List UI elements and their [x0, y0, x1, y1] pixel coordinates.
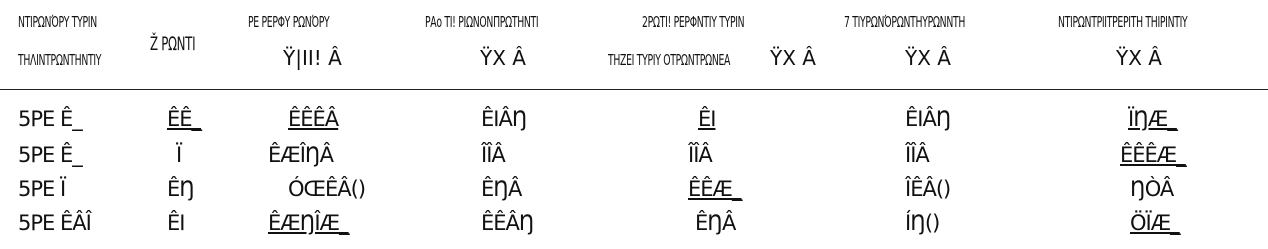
header-col3-line1: ΡΕ ΡΕΡΦΥ ΡΩΝΌΡΥ — [248, 13, 330, 31]
row2-col1: 5ΡΕ Ê_ — [18, 143, 82, 167]
row1-col6: ÊΙÂŊ — [905, 107, 951, 131]
row1-col4: ÊΙÂŊ — [481, 107, 527, 131]
row4-col1: 5ΡΕ ÊÂÎ — [18, 211, 91, 235]
header-col4-unit: ŸX Â — [480, 46, 526, 70]
row4-col6: ÍŊ() — [905, 211, 940, 235]
row1-col1: 5ΡΕ Ê_ — [18, 107, 82, 131]
row4-col3: ÊÆŊÎÆ_ — [268, 211, 349, 235]
row4-col4: ÊÊÂŊ — [481, 211, 534, 235]
row2-col6: ÎÎÂ — [905, 143, 929, 167]
row2-col5: ÎÎÂ — [688, 143, 712, 167]
row3-col1: 5ΡΕ Ï — [18, 177, 66, 201]
row2-col2: Ï — [176, 143, 182, 167]
header-col2: Ž ΡΩΝΤΙ — [150, 33, 196, 55]
row2-col3: ÊÆÎŊÂ — [268, 143, 333, 167]
row3-col2: ÊŊ — [167, 177, 194, 201]
row2-col7: ÊÊÊÆ_ — [1120, 143, 1186, 167]
row1-col2: ÊÊ_ — [167, 107, 202, 131]
row3-col7: ŊÒÂ — [1130, 177, 1174, 201]
row4-col7: ÖÏÆ_ — [1130, 211, 1180, 235]
row3-col3: ÓŒÊÂ() — [288, 177, 366, 201]
row3-col6: ÎÊÂ() — [905, 177, 951, 201]
header-col1-line2: ΤΗΛΙΝΤΡΩΝΤΗΝΤΙΥ — [18, 51, 102, 69]
header-col3-unit: Ÿ|ΙΙ! Â — [283, 46, 342, 70]
header-col7-unit: ŸX Â — [1116, 46, 1162, 70]
header-col1-line1: ΝΤΙΡΩΝΌΡΥ ΤΥΡΙΝ — [18, 13, 97, 31]
row1-col5: ÊΙ — [698, 107, 716, 131]
row3-col4: ÊŊÂ — [481, 177, 522, 201]
header-col4-line1: ΡΑο ΤΙ! ΡΙΩΝΟΝΠΡΩΤΗΝΤΙ — [425, 13, 539, 31]
row2-col4: ÎÎÂ — [481, 143, 505, 167]
row1-col7: ÏŊÆ_ — [1128, 107, 1177, 131]
row4-col5: ÊŊÂ — [695, 211, 736, 235]
row4-col2: ÊΙ — [167, 211, 185, 235]
header-col5-line1: 2ΡΩΤΙ! ΡΕΡΦΝΤΙΥ ΤΥΡΙΝ — [642, 13, 745, 31]
row1-col3: ÊÊÊÂ — [288, 107, 339, 131]
header-col6-line1: 7 ΤΙΥΡΩΝΌΡΩΝΤΗΥΡΩΝΝΤΗ — [844, 13, 966, 31]
row3-col5: ÊÊÆ_ — [688, 177, 742, 201]
header-col7-line1: ΝΤΙΡΩΝΤΡΙΙΤΡΕΡΙΤΗ ΤΗΙΡΙΝΤΙΥ — [1058, 13, 1188, 31]
header-col6-unit: ŸX Â — [905, 46, 951, 70]
header-col5-line2: ΤΗΖΕΙ ΤΥΡΙΥ ΟΤΡΩΝΤΡΩΝΕΑ — [608, 51, 731, 69]
header-rule — [0, 89, 1268, 90]
header-col5-unit: ŸX Â — [770, 46, 816, 70]
